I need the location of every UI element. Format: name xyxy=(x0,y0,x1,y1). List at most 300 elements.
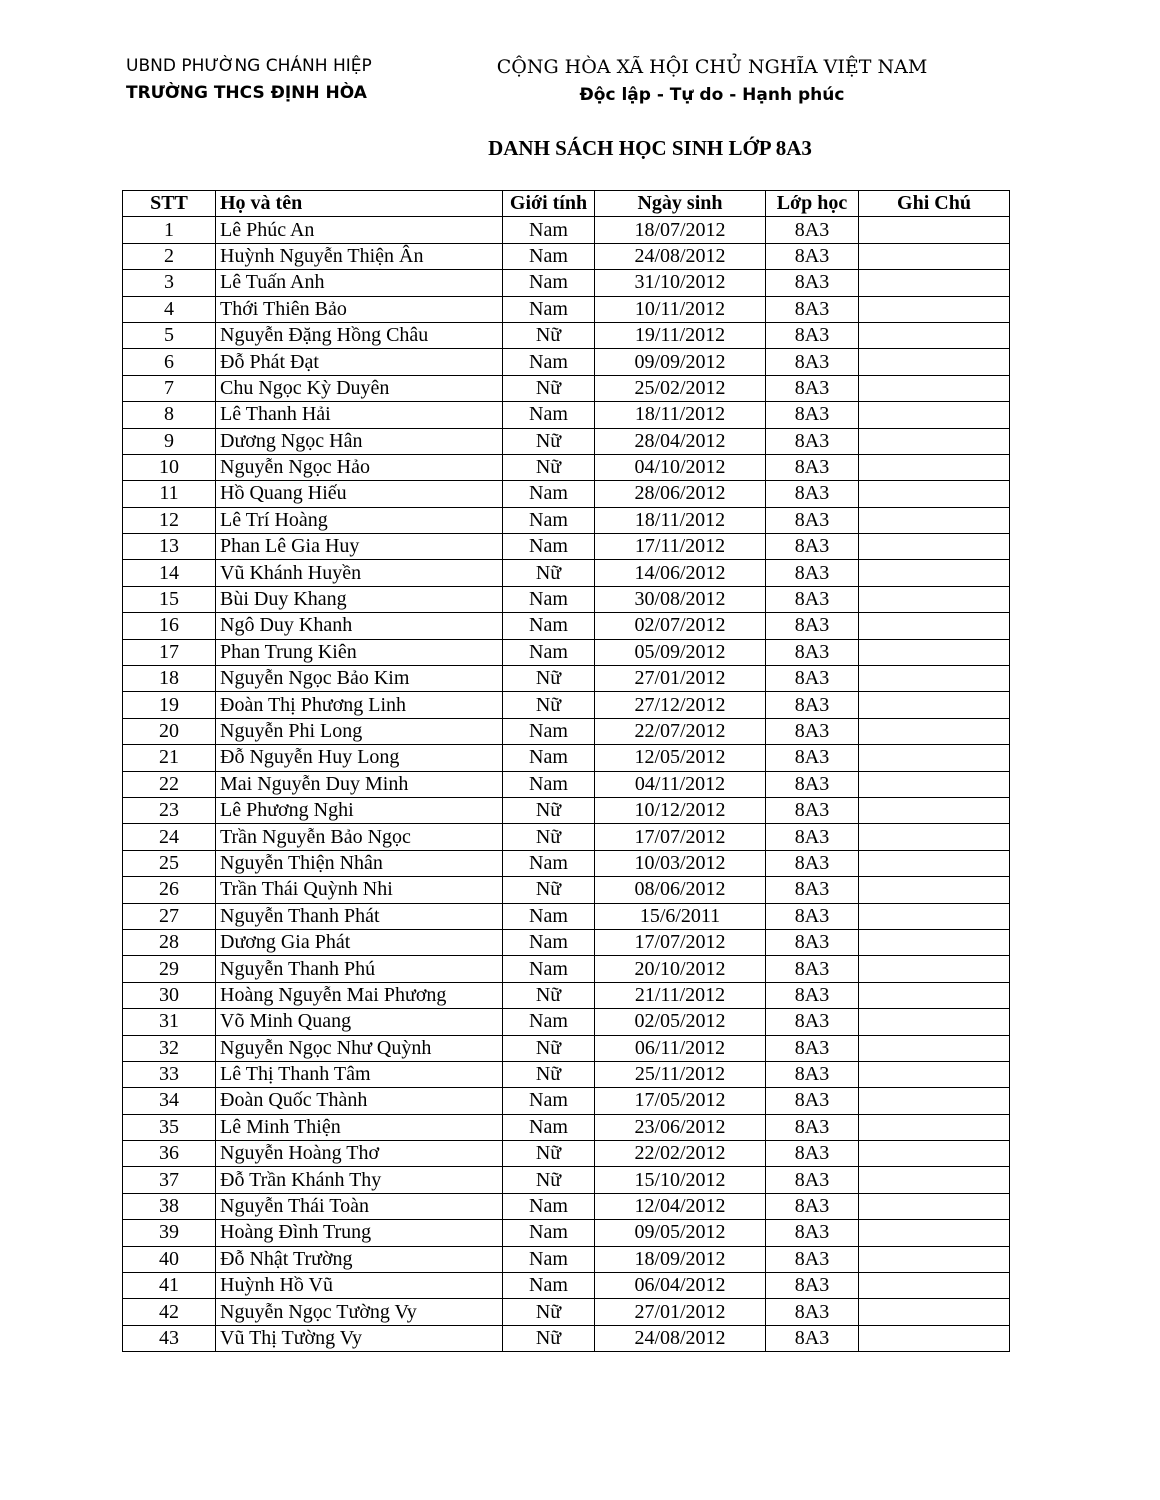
class-cell: 8A3 xyxy=(766,534,859,560)
gender-cell: Nam xyxy=(503,771,595,797)
stt-cell: 40 xyxy=(123,1246,216,1272)
national-title: CỘNG HÒA XÃ HỘI CHỦ NGHĨA VIỆT NAM xyxy=(496,56,928,78)
column-header-stt: STT xyxy=(123,191,216,217)
class-cell: 8A3 xyxy=(766,956,859,982)
class-cell: 8A3 xyxy=(766,1299,859,1325)
gender-cell: Nữ xyxy=(503,322,595,348)
class-cell: 8A3 xyxy=(766,296,859,322)
gender-cell: Nam xyxy=(503,1009,595,1035)
dob-cell: 21/11/2012 xyxy=(595,982,766,1008)
stt-cell: 13 xyxy=(123,534,216,560)
table-row xyxy=(123,375,1010,401)
class-cell: 8A3 xyxy=(766,1325,859,1351)
stt-cell: 17 xyxy=(123,639,216,665)
note-cell xyxy=(859,639,1010,665)
stt-cell: 1 xyxy=(123,217,216,243)
issuer-authority: UBND PHƯỜNG CHÁNH HIỆP xyxy=(126,56,372,76)
stt-cell: 35 xyxy=(123,1114,216,1140)
table-row xyxy=(123,1273,1010,1299)
name-cell: Đoàn Thị Phương Linh xyxy=(216,692,503,718)
note-cell xyxy=(859,454,1010,480)
name-cell: Hoàng Đình Trung xyxy=(216,1220,503,1246)
dob-cell: 15/6/2011 xyxy=(595,903,766,929)
class-cell: 8A3 xyxy=(766,982,859,1008)
class-cell: 8A3 xyxy=(766,428,859,454)
note-cell xyxy=(859,1299,1010,1325)
stt-cell: 30 xyxy=(123,982,216,1008)
note-cell xyxy=(859,771,1010,797)
name-cell: Đỗ Trần Khánh Thy xyxy=(216,1167,503,1193)
note-cell xyxy=(859,1220,1010,1246)
name-cell: Trần Thái Quỳnh Nhi xyxy=(216,877,503,903)
gender-cell: Nam xyxy=(503,956,595,982)
table-row xyxy=(123,903,1010,929)
table-row xyxy=(123,586,1010,612)
class-cell: 8A3 xyxy=(766,481,859,507)
gender-cell: Nam xyxy=(503,1220,595,1246)
name-cell: Hồ Quang Hiếu xyxy=(216,481,503,507)
table-row xyxy=(123,1325,1010,1351)
name-cell: Đoàn Quốc Thành xyxy=(216,1088,503,1114)
stt-cell: 34 xyxy=(123,1088,216,1114)
name-cell: Phan Trung Kiên xyxy=(216,639,503,665)
table-row xyxy=(123,534,1010,560)
stt-cell: 2 xyxy=(123,243,216,269)
dob-cell: 05/09/2012 xyxy=(595,639,766,665)
note-cell xyxy=(859,877,1010,903)
note-cell xyxy=(859,560,1010,586)
class-cell: 8A3 xyxy=(766,692,859,718)
name-cell: Mai Nguyễn Duy Minh xyxy=(216,771,503,797)
class-cell: 8A3 xyxy=(766,1061,859,1087)
stt-cell: 7 xyxy=(123,375,216,401)
note-cell xyxy=(859,929,1010,955)
stt-cell: 22 xyxy=(123,771,216,797)
note-cell xyxy=(859,296,1010,322)
gender-cell: Nữ xyxy=(503,1299,595,1325)
class-cell: 8A3 xyxy=(766,560,859,586)
dob-cell: 02/05/2012 xyxy=(595,1009,766,1035)
table-row xyxy=(123,1167,1010,1193)
dob-cell: 19/11/2012 xyxy=(595,322,766,348)
stt-cell: 28 xyxy=(123,929,216,955)
dob-cell: 20/10/2012 xyxy=(595,956,766,982)
column-header-gender: Giới tính xyxy=(503,191,595,217)
name-cell: Bùi Duy Khang xyxy=(216,586,503,612)
stt-cell: 24 xyxy=(123,824,216,850)
dob-cell: 15/10/2012 xyxy=(595,1167,766,1193)
note-cell xyxy=(859,745,1010,771)
gender-cell: Nữ xyxy=(503,1141,595,1167)
table-row xyxy=(123,1088,1010,1114)
dob-cell: 18/11/2012 xyxy=(595,507,766,533)
note-cell xyxy=(859,1193,1010,1219)
class-cell: 8A3 xyxy=(766,745,859,771)
gender-cell: Nam xyxy=(503,850,595,876)
stt-cell: 18 xyxy=(123,666,216,692)
name-cell: Phan Lê Gia Huy xyxy=(216,534,503,560)
name-cell: Lê Trí Hoàng xyxy=(216,507,503,533)
note-cell xyxy=(859,824,1010,850)
class-cell: 8A3 xyxy=(766,586,859,612)
gender-cell: Nữ xyxy=(503,375,595,401)
note-cell xyxy=(859,1273,1010,1299)
note-cell xyxy=(859,1009,1010,1035)
class-cell: 8A3 xyxy=(766,402,859,428)
dob-cell: 23/06/2012 xyxy=(595,1114,766,1140)
stt-cell: 21 xyxy=(123,745,216,771)
gender-cell: Nữ xyxy=(503,692,595,718)
table-row xyxy=(123,718,1010,744)
table-row xyxy=(123,243,1010,269)
dob-cell: 18/07/2012 xyxy=(595,217,766,243)
gender-cell: Nữ xyxy=(503,1061,595,1087)
gender-cell: Nam xyxy=(503,507,595,533)
table-row xyxy=(123,929,1010,955)
name-cell: Đỗ Nhật Trường xyxy=(216,1246,503,1272)
class-cell: 8A3 xyxy=(766,771,859,797)
dob-cell: 18/11/2012 xyxy=(595,402,766,428)
dob-cell: 04/10/2012 xyxy=(595,454,766,480)
class-cell: 8A3 xyxy=(766,1273,859,1299)
dob-cell: 17/11/2012 xyxy=(595,534,766,560)
stt-cell: 25 xyxy=(123,850,216,876)
note-cell xyxy=(859,666,1010,692)
stt-cell: 16 xyxy=(123,613,216,639)
dob-cell: 09/05/2012 xyxy=(595,1220,766,1246)
table-row xyxy=(123,1220,1010,1246)
gender-cell: Nữ xyxy=(503,1035,595,1061)
dob-cell: 27/01/2012 xyxy=(595,666,766,692)
note-cell xyxy=(859,692,1010,718)
name-cell: Vũ Khánh Huyền xyxy=(216,560,503,586)
dob-cell: 06/04/2012 xyxy=(595,1273,766,1299)
note-cell xyxy=(859,1246,1010,1272)
document-title: DANH SÁCH HỌC SINH LỚP 8A3 xyxy=(488,136,812,160)
table-row xyxy=(123,1035,1010,1061)
table-row xyxy=(123,481,1010,507)
note-cell xyxy=(859,507,1010,533)
stt-cell: 5 xyxy=(123,322,216,348)
note-cell xyxy=(859,1035,1010,1061)
name-cell: Lê Phúc An xyxy=(216,217,503,243)
name-cell: Vũ Thị Tường Vy xyxy=(216,1325,503,1351)
name-cell: Võ Minh Quang xyxy=(216,1009,503,1035)
stt-cell: 36 xyxy=(123,1141,216,1167)
table-row xyxy=(123,956,1010,982)
name-cell: Lê Thanh Hải xyxy=(216,402,503,428)
dob-cell: 18/09/2012 xyxy=(595,1246,766,1272)
student-list-table xyxy=(122,190,1010,1352)
dob-cell: 12/04/2012 xyxy=(595,1193,766,1219)
dob-cell: 24/08/2012 xyxy=(595,243,766,269)
gender-cell: Nữ xyxy=(503,797,595,823)
name-cell: Huỳnh Nguyễn Thiện Ân xyxy=(216,243,503,269)
table-row xyxy=(123,428,1010,454)
class-cell: 8A3 xyxy=(766,322,859,348)
table-row xyxy=(123,850,1010,876)
gender-cell: Nam xyxy=(503,217,595,243)
table-row xyxy=(123,982,1010,1008)
table-row xyxy=(123,613,1010,639)
class-cell: 8A3 xyxy=(766,243,859,269)
table-row xyxy=(123,1114,1010,1140)
gender-cell: Nữ xyxy=(503,1325,595,1351)
note-cell xyxy=(859,1088,1010,1114)
table-row xyxy=(123,560,1010,586)
name-cell: Lê Tuấn Anh xyxy=(216,270,503,296)
table-row xyxy=(123,1193,1010,1219)
class-cell: 8A3 xyxy=(766,1167,859,1193)
column-header-class: Lớp học xyxy=(766,191,859,217)
table-body xyxy=(123,217,1010,1352)
note-cell xyxy=(859,982,1010,1008)
class-cell: 8A3 xyxy=(766,639,859,665)
stt-cell: 33 xyxy=(123,1061,216,1087)
dob-cell: 24/08/2012 xyxy=(595,1325,766,1351)
gender-cell: Nam xyxy=(503,1193,595,1219)
stt-cell: 11 xyxy=(123,481,216,507)
dob-cell: 06/11/2012 xyxy=(595,1035,766,1061)
name-cell: Nguyễn Đặng Hồng Châu xyxy=(216,322,503,348)
name-cell: Chu Ngọc Kỳ Duyên xyxy=(216,375,503,401)
dob-cell: 17/05/2012 xyxy=(595,1088,766,1114)
name-cell: Nguyễn Ngọc Bảo Kim xyxy=(216,666,503,692)
name-cell: Hoàng Nguyễn Mai Phương xyxy=(216,982,503,1008)
table-row xyxy=(123,824,1010,850)
dob-cell: 28/06/2012 xyxy=(595,481,766,507)
name-cell: Lê Thị Thanh Tâm xyxy=(216,1061,503,1087)
class-cell: 8A3 xyxy=(766,666,859,692)
note-cell xyxy=(859,349,1010,375)
stt-cell: 14 xyxy=(123,560,216,586)
gender-cell: Nam xyxy=(503,481,595,507)
table-row xyxy=(123,692,1010,718)
gender-cell: Nam xyxy=(503,718,595,744)
note-cell xyxy=(859,850,1010,876)
note-cell xyxy=(859,797,1010,823)
issuer-header xyxy=(126,54,372,105)
dob-cell: 31/10/2012 xyxy=(595,270,766,296)
note-cell xyxy=(859,322,1010,348)
gender-cell: Nam xyxy=(503,1088,595,1114)
gender-cell: Nam xyxy=(503,534,595,560)
table-row xyxy=(123,1141,1010,1167)
note-cell xyxy=(859,1114,1010,1140)
class-cell: 8A3 xyxy=(766,1246,859,1272)
dob-cell: 25/11/2012 xyxy=(595,1061,766,1087)
note-cell xyxy=(859,270,1010,296)
dob-cell: 12/05/2012 xyxy=(595,745,766,771)
dob-cell: 22/02/2012 xyxy=(595,1141,766,1167)
table-row xyxy=(123,1246,1010,1272)
name-cell: Đỗ Phát Đạt xyxy=(216,349,503,375)
table-header-row xyxy=(123,191,1010,217)
dob-cell: 10/12/2012 xyxy=(595,797,766,823)
class-cell: 8A3 xyxy=(766,507,859,533)
name-cell: Ngô Duy Khanh xyxy=(216,613,503,639)
name-cell: Nguyễn Thái Toàn xyxy=(216,1193,503,1219)
gender-cell: Nữ xyxy=(503,666,595,692)
class-cell: 8A3 xyxy=(766,1035,859,1061)
name-cell: Thới Thiên Bảo xyxy=(216,296,503,322)
dob-cell: 04/11/2012 xyxy=(595,771,766,797)
table-row xyxy=(123,877,1010,903)
class-cell: 8A3 xyxy=(766,217,859,243)
class-cell: 8A3 xyxy=(766,613,859,639)
stt-cell: 37 xyxy=(123,1167,216,1193)
class-cell: 8A3 xyxy=(766,375,859,401)
gender-cell: Nam xyxy=(503,929,595,955)
dob-cell: 28/04/2012 xyxy=(595,428,766,454)
dob-cell: 22/07/2012 xyxy=(595,718,766,744)
name-cell: Dương Ngọc Hân xyxy=(216,428,503,454)
column-header-note: Ghi Chú xyxy=(859,191,1010,217)
gender-cell: Nam xyxy=(503,402,595,428)
table-row xyxy=(123,402,1010,428)
gender-cell: Nam xyxy=(503,745,595,771)
note-cell xyxy=(859,243,1010,269)
stt-cell: 42 xyxy=(123,1299,216,1325)
stt-cell: 43 xyxy=(123,1325,216,1351)
stt-cell: 32 xyxy=(123,1035,216,1061)
dob-cell: 17/07/2012 xyxy=(595,929,766,955)
stt-cell: 29 xyxy=(123,956,216,982)
stt-cell: 3 xyxy=(123,270,216,296)
national-header xyxy=(470,54,954,107)
table-row xyxy=(123,1009,1010,1035)
gender-cell: Nam xyxy=(503,1246,595,1272)
dob-cell: 14/06/2012 xyxy=(595,560,766,586)
gender-cell: Nam xyxy=(503,1273,595,1299)
note-cell xyxy=(859,1141,1010,1167)
gender-cell: Nam xyxy=(503,903,595,929)
gender-cell: Nam xyxy=(503,639,595,665)
name-cell: Nguyễn Ngọc Tường Vy xyxy=(216,1299,503,1325)
dob-cell: 27/12/2012 xyxy=(595,692,766,718)
table-row xyxy=(123,1061,1010,1087)
class-cell: 8A3 xyxy=(766,877,859,903)
stt-cell: 26 xyxy=(123,877,216,903)
table-row xyxy=(123,349,1010,375)
class-cell: 8A3 xyxy=(766,718,859,744)
name-cell: Lê Phương Nghi xyxy=(216,797,503,823)
note-cell xyxy=(859,481,1010,507)
table-row xyxy=(123,745,1010,771)
stt-cell: 8 xyxy=(123,402,216,428)
stt-cell: 19 xyxy=(123,692,216,718)
note-cell xyxy=(859,903,1010,929)
note-cell xyxy=(859,1061,1010,1087)
table-row xyxy=(123,639,1010,665)
dob-cell: 27/01/2012 xyxy=(595,1299,766,1325)
dob-cell: 09/09/2012 xyxy=(595,349,766,375)
stt-cell: 9 xyxy=(123,428,216,454)
gender-cell: Nam xyxy=(503,243,595,269)
class-cell: 8A3 xyxy=(766,349,859,375)
class-cell: 8A3 xyxy=(766,1114,859,1140)
gender-cell: Nam xyxy=(503,586,595,612)
class-cell: 8A3 xyxy=(766,850,859,876)
table-row xyxy=(123,217,1010,243)
table-row xyxy=(123,666,1010,692)
national-motto: Độc lập - Tự do - Hạnh phúc xyxy=(579,85,845,105)
stt-cell: 27 xyxy=(123,903,216,929)
dob-cell: 30/08/2012 xyxy=(595,586,766,612)
gender-cell: Nữ xyxy=(503,454,595,480)
stt-cell: 20 xyxy=(123,718,216,744)
name-cell: Lê Minh Thiện xyxy=(216,1114,503,1140)
class-cell: 8A3 xyxy=(766,1220,859,1246)
name-cell: Đỗ Nguyễn Huy Long xyxy=(216,745,503,771)
note-cell xyxy=(859,956,1010,982)
class-cell: 8A3 xyxy=(766,1141,859,1167)
note-cell xyxy=(859,428,1010,454)
stt-cell: 10 xyxy=(123,454,216,480)
gender-cell: Nữ xyxy=(503,982,595,1008)
class-cell: 8A3 xyxy=(766,1193,859,1219)
stt-cell: 39 xyxy=(123,1220,216,1246)
table-row xyxy=(123,270,1010,296)
dob-cell: 08/06/2012 xyxy=(595,877,766,903)
class-cell: 8A3 xyxy=(766,1088,859,1114)
name-cell: Huỳnh Hồ Vũ xyxy=(216,1273,503,1299)
table-row xyxy=(123,507,1010,533)
table-row xyxy=(123,797,1010,823)
stt-cell: 15 xyxy=(123,586,216,612)
name-cell: Nguyễn Ngọc Hảo xyxy=(216,454,503,480)
note-cell xyxy=(859,718,1010,744)
class-cell: 8A3 xyxy=(766,929,859,955)
class-cell: 8A3 xyxy=(766,797,859,823)
dob-cell: 02/07/2012 xyxy=(595,613,766,639)
dob-cell: 10/11/2012 xyxy=(595,296,766,322)
stt-cell: 41 xyxy=(123,1273,216,1299)
name-cell: Nguyễn Thanh Phát xyxy=(216,903,503,929)
name-cell: Trần Nguyễn Bảo Ngọc xyxy=(216,824,503,850)
dob-cell: 25/02/2012 xyxy=(595,375,766,401)
school-name: TRƯỜNG THCS ĐỊNH HÒA xyxy=(126,83,367,103)
name-cell: Nguyễn Thanh Phú xyxy=(216,956,503,982)
class-cell: 8A3 xyxy=(766,454,859,480)
gender-cell: Nữ xyxy=(503,1167,595,1193)
name-cell: Dương Gia Phát xyxy=(216,929,503,955)
table-row xyxy=(123,454,1010,480)
note-cell xyxy=(859,1325,1010,1351)
name-cell: Nguyễn Phi Long xyxy=(216,718,503,744)
name-cell: Nguyễn Ngọc Như Quỳnh xyxy=(216,1035,503,1061)
stt-cell: 12 xyxy=(123,507,216,533)
column-header-name: Họ và tên xyxy=(216,191,503,217)
dob-cell: 17/07/2012 xyxy=(595,824,766,850)
class-cell: 8A3 xyxy=(766,1009,859,1035)
gender-cell: Nữ xyxy=(503,877,595,903)
column-header-dob: Ngày sinh xyxy=(595,191,766,217)
gender-cell: Nam xyxy=(503,349,595,375)
stt-cell: 4 xyxy=(123,296,216,322)
note-cell xyxy=(859,217,1010,243)
note-cell xyxy=(859,534,1010,560)
dob-cell: 10/03/2012 xyxy=(595,850,766,876)
gender-cell: Nữ xyxy=(503,824,595,850)
note-cell xyxy=(859,402,1010,428)
note-cell xyxy=(859,1167,1010,1193)
gender-cell: Nữ xyxy=(503,428,595,454)
stt-cell: 38 xyxy=(123,1193,216,1219)
stt-cell: 23 xyxy=(123,797,216,823)
table-row xyxy=(123,1299,1010,1325)
class-cell: 8A3 xyxy=(766,824,859,850)
